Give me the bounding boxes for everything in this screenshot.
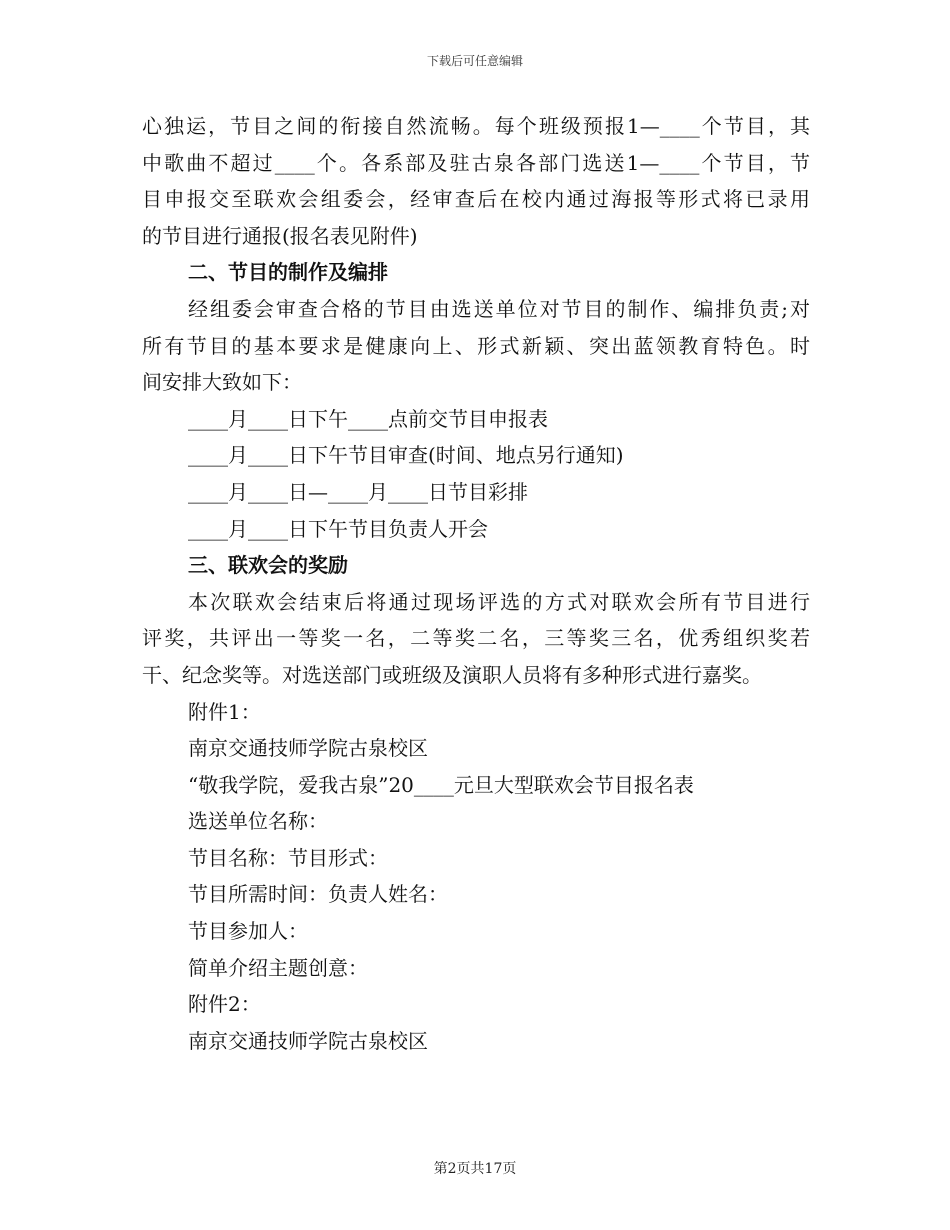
paragraph-line: 所有节目的基本要求是健康向上、形式新颖、突出蓝领教育特色。时: [142, 333, 810, 358]
form-field: 节目参加人：: [188, 919, 308, 944]
paragraph-line: 目申报交至联欢会组委会，经审查后在校内通过海报等形式将已录用: [142, 187, 810, 212]
section-heading: 三、联欢会的奖励: [188, 553, 348, 578]
paragraph-line: 经组委会审查合格的节目由选送单位对节目的制作、编排负责;对: [188, 296, 810, 321]
form-field: 选送单位名称：: [188, 809, 328, 834]
form-title: “敬我学院，爱我古泉”20____元旦大型联欢会节目报名表: [188, 772, 694, 797]
page-header: 下载后可任意编辑: [426, 54, 523, 68]
attachment-label: 附件2：: [188, 992, 261, 1017]
schedule-item: ____月____日—____月____日节目彩排: [188, 479, 528, 504]
paragraph-line: 心独运，节目之间的衔接自然流畅。每个班级预报1—____个节目，其: [142, 114, 810, 138]
paragraph-line: 干、纪念奖等。对选送部门或班级及演职人员将有多种形式进行嘉奖。: [142, 662, 762, 687]
paragraph-line: 间安排大致如下：: [142, 370, 302, 395]
section-heading: 二、节目的制作及编排: [188, 260, 388, 285]
school-name: 南京交通技师学院古泉校区: [188, 1028, 428, 1053]
paragraph-line: 评奖，共评出一等奖一名，二等奖二名，三等奖三名，优秀组织奖若: [142, 626, 810, 651]
paragraph-line: 的节目进行通报(报名表见附件): [142, 223, 418, 248]
attachment-label: 附件1：: [188, 699, 261, 724]
document-body: [142, 108, 810, 1059]
schedule-item: ____月____日下午节目审查(时间、地点另行通知): [188, 443, 624, 468]
form-field: 节目所需时间：负责人姓名：: [188, 882, 448, 907]
paragraph-line: 本次联欢会结束后将通过现场评选的方式对联欢会所有节目进行: [188, 589, 810, 614]
page-footer: 第2页共17页: [433, 1161, 517, 1177]
schedule-item: ____月____日下午节目负责人开会: [188, 516, 488, 541]
paragraph-line: 中歌曲不超过____个。各系部及驻古泉各部门选送1—____个节目，节: [142, 150, 810, 175]
school-name: 南京交通技师学院古泉校区: [188, 736, 428, 761]
form-field: 节目名称：节目形式：: [188, 845, 388, 870]
schedule-item: ____月____日下午____点前交节目申报表: [188, 406, 548, 431]
form-field: 简单介绍主题创意：: [188, 955, 368, 980]
